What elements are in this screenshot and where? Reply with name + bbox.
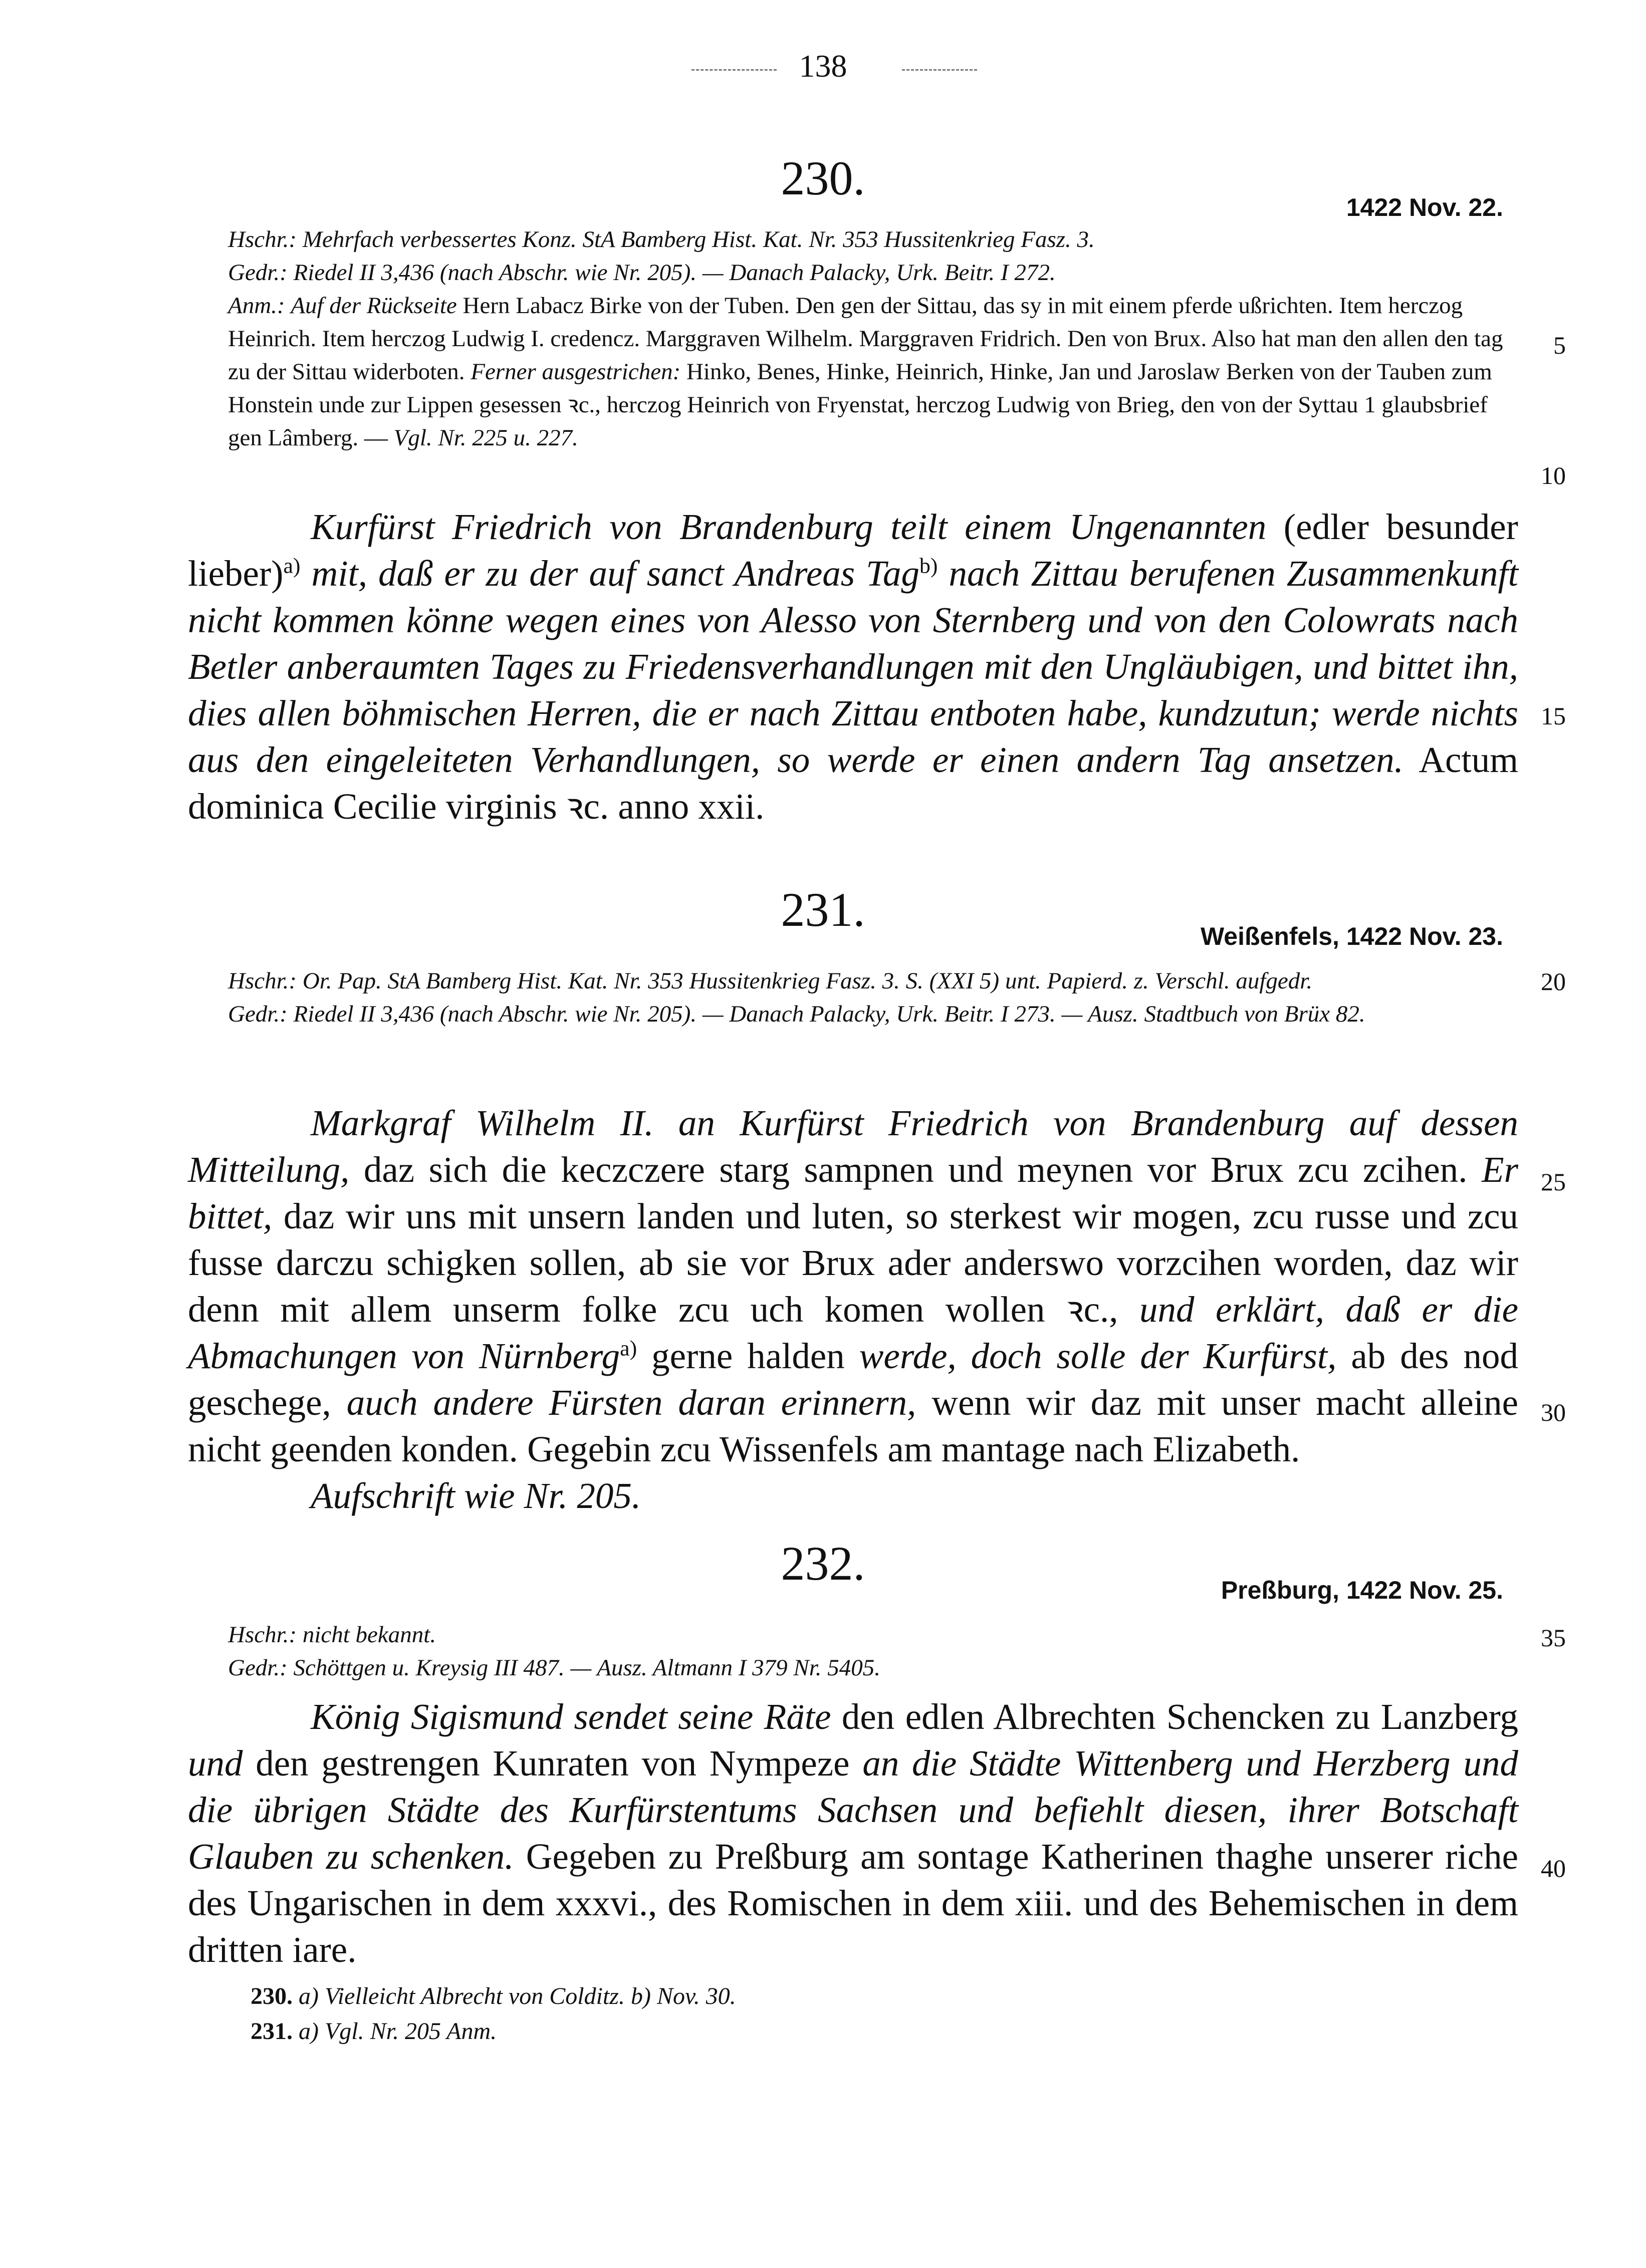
header-rule-right [902,69,977,71]
page-number: 138 [799,48,847,84]
footnotes [251,1979,1503,2049]
doc231-metadata [228,964,1511,1031]
doc232-hschr: Hschr.: nicht bekannt. [228,1622,436,1648]
doc230-date: 1422 Nov. 22. [1346,193,1503,221]
doc230-anm: Anm.: Auf der Rückseite Hern Labacz Birke von der Tuben. Den gen der Sittau, das sy in mit einem pferde ußrichten. Item herczog Heinrich. Item herczog Ludwig I. credencz. Marggraven Wilhelm. Marggraven Fridrich. Den von Brux. Also hat man den allen den tag zu der Sittau widerboten. Ferner ausgestrichen: Hinko, Benes, Hinke, Heinrich, Hinke, Jan und Jaroslaw Berken von der Tauben zum Honstein unde zur Lippen gesessen ꝛc., herczog Heinrich von Fryenstat, herczog Ludwig von Brieg, den von der Syttau 1 glaubsbrief gen Lâmberg. — Vgl. Nr. 225 u. 227. [228,293,1503,451]
doc231-gedr: Gedr.: Riedel II 3,436 (nach Abschr. wie Nr. 205). — Danach Palacky, Urk. Beitr. I 273. — Ausz. Stadtbuch von Brüx 82. [228,1001,1365,1027]
footnote-ref-b: b) [919,554,938,578]
line-number-25: 25 [1541,1168,1566,1196]
doc232-date: Preßburg, 1422 Nov. 25. [1221,1576,1503,1604]
doc231-date: Weißenfels, 1422 Nov. 23. [1201,922,1503,950]
doc231-number: 231. [781,883,865,936]
line-number-5: 5 [1553,331,1566,359]
doc232-number: 232. [781,1537,865,1590]
line-number-35: 35 [1541,1624,1566,1652]
line-number-10: 10 [1541,461,1566,489]
footnote-ref-a: a) [620,1336,637,1361]
doc232-regest: König Sigismund sendet seine Räte den edlen Albrechten Schencken zu Lanzberg und den gestrengen Kunraten von Nympeze an die Städte Wittenberg und Herzberg und die übrigen Städte des Kurfürstentums Sachsen und befiehlt diesen, ihrer Botschaft Glauben zu schenken. Gegeben zu Preßburg am sontage Katherinen thaghe unserer riche des Ungarischen in dem xxxvi., des Romischen in dem xiii. und des Behemischen in dem dritten iare. [188,1696,1519,1970]
line-number-15: 15 [1541,702,1566,730]
footnote-231: 231. a) Vgl. Nr. 205 Anm. [251,2018,497,2045]
footnote-230: 230. a) Vielleicht Albrecht von Colditz. b) Nov. 30. [251,1983,736,2009]
doc230-regest: Kurfürst Friedrich von Brandenburg teilt einem Ungenannten (edler besunder lieber)$^{a)}$ mit, daß er zu der auf sanct Andreas Tag$^{b)}$ nach Zittau berufenen Zusammenkunft nicht kommen könne wegen eines von Alesso von Sternberg und von den Colowrats nach Betler anberaumten Tages zu Friedensverhandlungen mit den Ungläubigen, und bittet ihn, dies allen böhmischen Herren, die er nach Zittau entboten habe, kundzutun; werde nichts aus den eingeleiteten Verhandlungen, so werde er einen andern Tag ansetzen. Actum dominica Cecilie virginis ꝛc. anno xxii. [188,507,1519,827]
doc230-metadata [228,223,1511,454]
doc231-regest: Markgraf Wilhelm II. an Kurfürst Friedrich von Brandenburg auf dessen Mitteilung, daz sich die keczczere starg sampnen und meynen vor Brux zcu zcihen. Er bittet, daz wir uns mit unsern landen und luten, so sterkest wir mogen, zcu russe und zcu fusse darczu schigken sollen, ab sie vor Brux ader anderswo vorzcihen worden, daz wir denn mit allem unserm folke zcu uch komen wollen ꝛc., und erklärt, daß er die Abmachungen von Nürnberg$^{a)}$ gerne halden werde, doch solle der Kurfürst, ab des nod geschege, auch andere Fürsten daran erinnern, wenn wir daz mit unser macht alleine nicht geenden konden. Gegebin zcu Wissenfels am mantage nach Elizabeth. Aufschrift wie Nr. 205. [188,1100,1518,1519]
line-number-20: 20 [1541,967,1566,995]
doc231-aufschrift: Aufschrift wie Nr. 205. [311,1475,641,1516]
line-number-30: 30 [1541,1398,1566,1426]
doc232-gedr: Gedr.: Schöttgen u. Kreysig III 487. — Ausz. Altmann I 379 Nr. 5405. [228,1655,881,1681]
doc231-hschr: Hschr.: Or. Pap. StA Bamberg Hist. Kat. Nr. 353 Hussitenkrieg Fasz. 3. S. (XXI 5) unt. Papierd. z. Verschl. aufgedr. [228,968,1313,994]
footnote-ref-a: a) [283,554,301,578]
doc230-number: 230. [781,151,865,205]
line-number-40: 40 [1541,1854,1566,1882]
doc230-gedr: Gedr.: Riedel II 3,436 (nach Abschr. wie Nr. 205). — Danach Palacky, Urk. Beitr. I 272. [228,260,1056,286]
doc230-hschr: Hschr.: Mehrfach verbessertes Konz. StA Bamberg Hist. Kat. Nr. 353 Hussitenkrieg Fasz. 3. [228,226,1095,253]
doc232-metadata [228,1618,1511,1684]
